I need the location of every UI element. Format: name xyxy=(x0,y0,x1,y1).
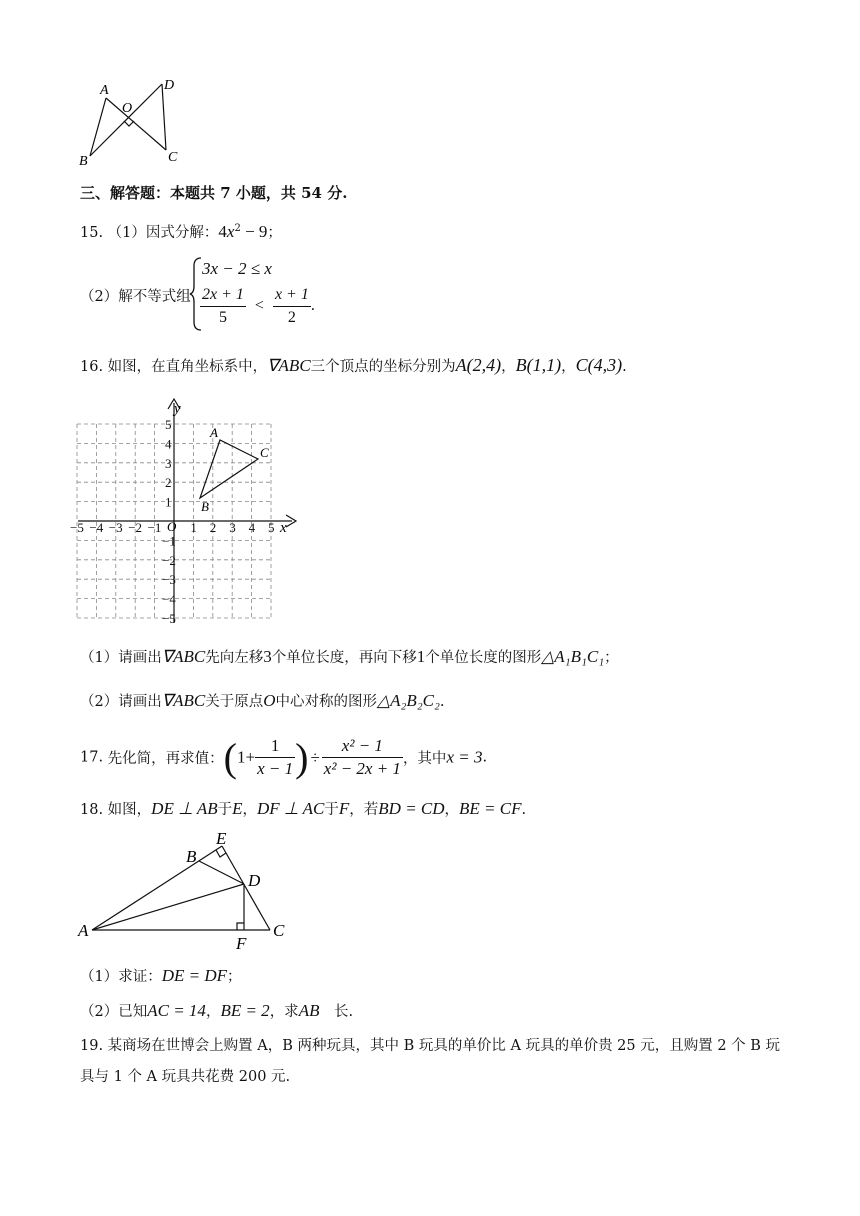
segment-ad xyxy=(92,884,244,930)
q16-p1-d: 个单位长度的图形 xyxy=(425,650,542,666)
q18-cond1: DE ⊥ AB xyxy=(151,799,218,818)
q17-one: 1 xyxy=(237,747,246,767)
x-axis-label: x xyxy=(280,520,287,536)
q16-sep2: ， xyxy=(561,359,576,375)
q16-p2-result: △A₂B₂C₂ xyxy=(377,691,440,710)
q18-cond3: BD = CD xyxy=(378,799,445,818)
y-tick-label: 4 xyxy=(165,436,172,452)
q16-part2 xyxy=(80,691,445,712)
q16-p1-b: 先向左移 xyxy=(205,650,264,666)
right-angle-mark-o xyxy=(124,121,134,126)
q19-line2: 具与 1 个 A 玩具共花费 200 元. xyxy=(80,1069,291,1085)
label-b: B xyxy=(79,154,88,169)
x-tick-label: 4 xyxy=(248,520,256,535)
q15-expr-exp: 2 xyxy=(234,223,241,234)
right-angle-mark-f xyxy=(237,923,244,930)
q16-triangle: ∇ABC xyxy=(267,356,311,375)
x-tick-label: 5 xyxy=(268,520,275,535)
label-d: D xyxy=(164,78,175,93)
q16-p2-b: 关于原点 xyxy=(205,694,264,710)
q18-p2-e3: AB xyxy=(298,1001,320,1020)
q18-p2-b: ，求 xyxy=(269,1004,299,1020)
label-c: C xyxy=(168,150,178,165)
q18-part1 xyxy=(80,966,242,987)
q18-number: 18. xyxy=(80,802,104,818)
q15-expr-coef: 4 xyxy=(218,221,227,241)
y-tick-label: −2 xyxy=(162,552,176,568)
q18-p2-e2: BE = 2 xyxy=(220,1001,270,1020)
q17-paren-close: ) xyxy=(295,735,309,780)
segment-ac xyxy=(106,98,166,150)
x-tick-label: 1 xyxy=(190,520,197,535)
q15-frac-right: $\frac{x + 1}{2}$ xyxy=(274,286,309,326)
fig18-label-f: F xyxy=(236,934,247,952)
q18-p2-a: （2）已知 xyxy=(80,1004,148,1020)
q16-p2-end: . xyxy=(439,694,445,710)
q15-part1 xyxy=(80,219,282,243)
q18-p1-a: （1）求证： xyxy=(80,969,162,985)
fig18-label-e: E xyxy=(216,829,227,848)
q16-end: . xyxy=(622,359,627,375)
y-tick-label: −1 xyxy=(162,533,176,549)
q17-plus: + xyxy=(245,747,256,767)
q18-e: E xyxy=(232,799,243,818)
q16-p2-c: 中心对称的图形 xyxy=(275,694,377,710)
q16-p2-tri: ∇ABC xyxy=(161,691,206,710)
grid-point-a: A xyxy=(210,425,218,440)
q16-number: 16. xyxy=(80,359,104,375)
q15-p2-label: （2）解不等式组 xyxy=(80,289,191,305)
q18-p1-expr: DE = DF xyxy=(161,966,228,985)
fig18-label-a: A xyxy=(78,921,89,940)
q17-number: 17. xyxy=(80,749,104,766)
x-tick-label: −2 xyxy=(128,520,143,535)
q15-p1-label: （1）因式分解： xyxy=(107,224,219,241)
q16-p1-result: △A₁B₁C₁ xyxy=(541,647,605,666)
q16-p1-n1: 3 xyxy=(263,647,272,666)
q19-line1: 19. 某商场在世博会上购置 A，B 两种玩具，其中 B 玩具的单价比 A 玩具的单价贵 25 元，且购置 2 个 B 玩 xyxy=(80,1038,781,1054)
q15-expr-const: − 9 xyxy=(240,221,268,241)
q15-expr-var: x xyxy=(226,221,235,241)
q15-inequality-2 xyxy=(200,284,315,329)
q16-p2-origin: O xyxy=(263,691,276,710)
triangle-abc xyxy=(200,440,258,498)
q16-point-c: C(4,3) xyxy=(575,355,623,375)
q16-point-b: B(1,1) xyxy=(515,355,562,375)
y-tick-label: 1 xyxy=(165,494,172,510)
q17-text: 先化简，再求值： xyxy=(107,751,224,767)
q17-paren-open: ( xyxy=(223,735,237,780)
y-tick-label: 3 xyxy=(165,455,172,471)
segment-ae xyxy=(92,846,222,930)
q16-p1-end: ； xyxy=(604,650,619,666)
q17-tail: ，其中 xyxy=(402,751,447,767)
x-tick-label: −3 xyxy=(108,520,123,535)
fig14-diagram xyxy=(74,72,194,172)
q18-p2-end: 长. xyxy=(319,1004,354,1020)
grid-point-c: C xyxy=(260,445,269,460)
q16-point-a: A(2,4) xyxy=(455,355,502,375)
q16-stem xyxy=(80,355,627,377)
q18-t1: 于 xyxy=(217,802,233,818)
q17-frac1: $\frac{1}{x - 1}$ xyxy=(257,736,294,778)
y-tick-label: −5 xyxy=(162,611,176,626)
q18-cond2: DF ⊥ AC xyxy=(257,799,325,818)
q18-t5: ， xyxy=(444,802,460,818)
q18-t4: ，若 xyxy=(349,802,379,818)
q16-part1 xyxy=(80,647,619,668)
x-tick-label: −5 xyxy=(70,520,84,535)
q18-p2-e1: AC = 14 xyxy=(147,1001,206,1020)
coordinate-grid xyxy=(70,395,300,627)
q18-stem xyxy=(80,799,526,820)
q18-part2 xyxy=(80,1001,353,1022)
q16-sep1: ， xyxy=(501,359,516,375)
q18-end: . xyxy=(521,802,527,818)
q17-condition: x = 3 xyxy=(446,747,483,767)
q18-p1-end: ； xyxy=(227,969,242,985)
label-o: O xyxy=(122,101,133,116)
origin-label: O xyxy=(167,519,177,534)
y-axis-label: y xyxy=(174,401,181,417)
y-tick-label: 2 xyxy=(165,475,172,491)
q18-t2: ， xyxy=(242,802,257,818)
q17-end: . xyxy=(482,749,488,766)
x-tick-label: 3 xyxy=(229,520,236,535)
q15-p1-end: ； xyxy=(267,224,282,241)
q18-diagram xyxy=(74,828,304,952)
q16-text-b: 三个顶点的坐标分别为 xyxy=(310,359,456,375)
q17-div: ÷ xyxy=(310,747,320,767)
q17-frac2: $\frac{\text{x² − 1}}{\text{x² − 2x + 1}}$ xyxy=(323,736,401,778)
y-tick-label: −4 xyxy=(162,591,176,607)
q15-number: 15. xyxy=(80,224,104,241)
q15-op-lt: < xyxy=(254,297,264,315)
label-a: A xyxy=(100,83,109,98)
q18-t3: 于 xyxy=(324,802,339,818)
q18-p2-sep: ， xyxy=(205,1004,221,1020)
x-tick-label: 2 xyxy=(209,520,217,535)
q16-p1-c: 个单位长度，再向下移 xyxy=(271,650,417,666)
q16-p2-a: （2）请画出 xyxy=(80,694,162,710)
fig18-label-b: B xyxy=(186,847,197,866)
fig18-label-c: C xyxy=(273,921,285,940)
fig18-label-d: D xyxy=(248,871,261,890)
x-tick-label: −4 xyxy=(89,520,104,535)
q15-frac-left: $\frac{2x + 1}{5}$ xyxy=(202,286,244,326)
q18-f: F xyxy=(338,799,350,818)
q17-line xyxy=(80,734,487,781)
q16-text-a: 如图，在直角坐标系中， xyxy=(107,359,268,375)
y-tick-label: −3 xyxy=(162,572,176,588)
q15-inequality-1: 3x − 2 ≤ x xyxy=(202,259,272,278)
q16-p1-tri: ∇ABC xyxy=(161,647,206,666)
q18-text-a: 如图， xyxy=(107,802,152,818)
q15-p2-end: . xyxy=(310,297,315,315)
segment-dc xyxy=(162,84,166,150)
x-tick-label: −1 xyxy=(147,520,162,535)
q16-p1-n2: 1 xyxy=(416,647,426,666)
y-tick-label: 5 xyxy=(165,417,172,432)
section-title: 三、解答题：本题共 7 小题，共 54 分. xyxy=(80,184,348,202)
grid-point-b: B xyxy=(201,499,209,514)
q18-cond4: BE = CF xyxy=(459,799,522,818)
q16-p1-a: （1）请画出 xyxy=(80,650,162,666)
